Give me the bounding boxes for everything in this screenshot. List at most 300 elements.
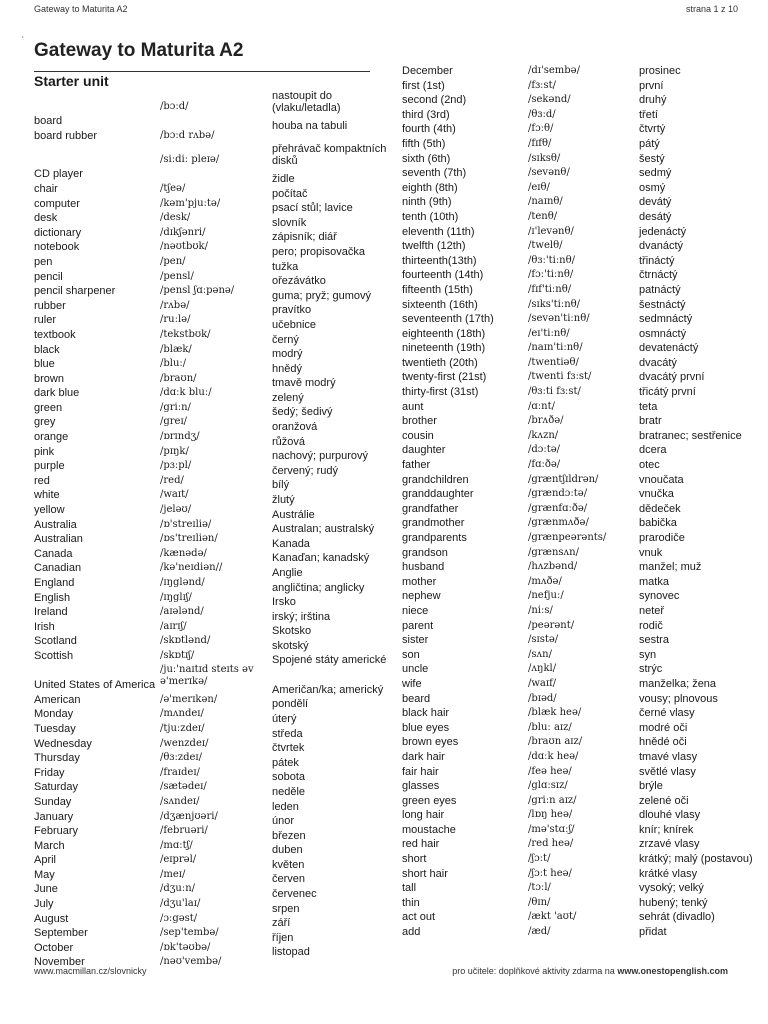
vocab-word: February bbox=[34, 825, 79, 838]
vocab-pronunciation: /kəm'pjuːtə/ bbox=[160, 197, 221, 209]
vocab-word: sixth (6th) bbox=[402, 152, 451, 165]
vocab-word: thirty-first (31st) bbox=[402, 386, 479, 399]
vocab-pronunciation: /fraɪdeɪ/ bbox=[160, 766, 200, 778]
vocab-translation: modrý bbox=[272, 348, 303, 361]
vocab-translation: devatenáctý bbox=[639, 342, 699, 355]
vocab-word: fifteenth (15th) bbox=[402, 283, 473, 296]
vocab-translation: hnědý bbox=[272, 362, 302, 375]
vocab-word: grandfather bbox=[402, 502, 459, 515]
vocab-word: tenth (10th) bbox=[402, 210, 459, 223]
vocab-translation: guma; pryž; gumový bbox=[272, 289, 372, 302]
vocab-word: black hair bbox=[402, 707, 450, 720]
vocab-translation: vnučka bbox=[639, 488, 674, 501]
vocab-translation: vnuk bbox=[639, 546, 663, 559]
vocab-translation: osmý bbox=[639, 181, 666, 194]
vocab-translation: bratranec; sestřenice bbox=[639, 429, 742, 442]
vocab-translation: ořezávátko bbox=[272, 275, 326, 288]
vocab-pronunciation: /skɒtɪʃ/ bbox=[160, 649, 195, 661]
vocab-translation: šestý bbox=[639, 152, 665, 165]
vocab-pronunciation: /bɔːd rʌbə/ bbox=[160, 130, 215, 142]
vocab-pronunciation: /pensl/ bbox=[160, 270, 194, 282]
vocab-translation: syn bbox=[639, 648, 657, 661]
vocab-translation: zelené oči bbox=[639, 794, 689, 807]
vocab-translation: dvacátý první bbox=[639, 371, 705, 384]
vocab-pronunciation: /kʌzn/ bbox=[528, 429, 559, 441]
vocab-pronunciation: /grænfɑːðə/ bbox=[528, 502, 588, 514]
vocab-translation: čtvrtý bbox=[639, 123, 666, 136]
vocab-translation: září bbox=[272, 917, 291, 930]
vocab-translation: oranžová bbox=[272, 421, 318, 434]
vocab-word: sister bbox=[402, 634, 429, 647]
vocab-translation: šedý; šedivý bbox=[272, 406, 333, 419]
vocab-translation: květen bbox=[272, 858, 305, 871]
vocab-word: eighth (8th) bbox=[402, 181, 458, 194]
left-english-column bbox=[34, 100, 156, 970]
vocab-pronunciation: /bɪəd/ bbox=[528, 692, 557, 704]
vocab-pronunciation: /θɜːzdeɪ/ bbox=[160, 752, 203, 764]
vocab-pronunciation: /ɪŋglɪʃ/ bbox=[160, 591, 192, 603]
vocab-pronunciation: /desk/ bbox=[160, 212, 191, 224]
vocab-word: Canadian bbox=[34, 562, 82, 575]
vocab-translation: růžová bbox=[272, 435, 306, 448]
vocab-word: fourth (4th) bbox=[402, 123, 456, 136]
right-english-column bbox=[402, 64, 526, 940]
vocab-translation: druhý bbox=[639, 94, 667, 107]
vocab-word: seventeenth (17th) bbox=[402, 313, 494, 326]
vocab-pronunciation: /ækt 'aʊt/ bbox=[528, 911, 577, 923]
vocab-translation: neděle bbox=[272, 785, 306, 798]
vocab-pronunciation: /kænədə/ bbox=[160, 547, 207, 559]
vocab-pronunciation: /θɜː'tiːnθ/ bbox=[528, 254, 576, 266]
vocab-word: parent bbox=[402, 619, 434, 632]
vocab-word: glasses bbox=[402, 780, 440, 793]
vocab-word: father bbox=[402, 459, 431, 472]
vocab-translation: osmnáctý bbox=[639, 327, 687, 340]
vocab-pronunciation: /ʃɔːt heə/ bbox=[528, 867, 572, 879]
vocab-translation: pondělí bbox=[272, 698, 309, 711]
vocab-pronunciation: /feə heə/ bbox=[528, 765, 572, 777]
vocab-translation: teta bbox=[639, 400, 658, 413]
vocab-pronunciation: /greɪ/ bbox=[160, 416, 188, 428]
vocab-pronunciation: /sekənd/ bbox=[528, 94, 571, 106]
vocab-pronunciation: /grænpeərənts/ bbox=[528, 532, 607, 543]
vocab-pronunciation: /sʌndeɪ/ bbox=[160, 795, 200, 807]
vocab-pronunciation: /hʌzbənd/ bbox=[528, 561, 578, 573]
right-czech-column bbox=[639, 64, 764, 940]
vocab-translation: černé vlasy bbox=[639, 707, 695, 720]
vocab-word: beard bbox=[402, 692, 431, 705]
footer-url[interactable]: www.macmillan.cz/slovnicky bbox=[34, 966, 147, 976]
vocab-word: brown eyes bbox=[402, 736, 459, 749]
vocab-pronunciation: /griːn/ bbox=[160, 401, 191, 413]
vocab-translation: Skotsko bbox=[272, 625, 312, 638]
vocab-pronunciation: /juː'naɪtɪd steɪts əv ə'merɪkə/ bbox=[160, 663, 254, 687]
vocab-translation: hubený; tenký bbox=[639, 896, 708, 909]
vocab-pronunciation: /niːs/ bbox=[528, 604, 553, 616]
vocab-translation: sestra bbox=[639, 634, 669, 647]
vocab-pronunciation: /dɑːk bluː/ bbox=[160, 387, 212, 399]
vocab-word: twenty-first (21st) bbox=[402, 371, 487, 384]
vocab-word: Thursday bbox=[34, 752, 80, 765]
vocab-pronunciation: /sætədeɪ/ bbox=[160, 781, 207, 793]
vocab-pronunciation: /waɪf/ bbox=[528, 677, 557, 689]
vocab-word: textbook bbox=[34, 328, 76, 341]
vocab-translation: hnědé oči bbox=[639, 736, 687, 749]
vocab-translation: krátký; malý (postavou) bbox=[639, 853, 753, 866]
vocab-translation: zápisník; diář bbox=[272, 231, 337, 244]
vocab-translation: brýle bbox=[639, 780, 663, 793]
vocab-pronunciation: /mɑːtʃ/ bbox=[160, 839, 193, 851]
vocab-pronunciation: /wenzdeɪ/ bbox=[160, 737, 209, 749]
vocab-pronunciation: /ɒk'təʊbə/ bbox=[160, 941, 211, 953]
vocab-translation: houba na tabuli bbox=[272, 120, 348, 133]
vocab-translation: červenec bbox=[272, 888, 317, 901]
vocab-pronunciation: /fɜːst/ bbox=[528, 79, 557, 91]
vocab-pronunciation: /dʒuːn/ bbox=[160, 883, 196, 895]
vocab-word: grandson bbox=[402, 546, 448, 559]
vocab-translation: sehrát (divadlo) bbox=[639, 911, 715, 924]
vocab-word: pencil bbox=[34, 270, 63, 283]
vocab-translation: středa bbox=[272, 727, 303, 740]
vocab-word: blue bbox=[34, 358, 55, 371]
vocab-pronunciation: /ɔːgəst/ bbox=[160, 912, 198, 924]
vocab-translation: sobota bbox=[272, 771, 306, 784]
vocab-word: England bbox=[34, 577, 75, 589]
vocab-word: thirteenth(13th) bbox=[402, 254, 477, 267]
vocab-word: brother bbox=[402, 415, 437, 428]
vocab-translation: skotský bbox=[272, 639, 309, 652]
vocab-pronunciation: /ʃɔːt/ bbox=[528, 853, 551, 865]
vocab-translation: Američan/ka; americký bbox=[272, 683, 384, 696]
vocab-translation: přehrávač kompaktních disků bbox=[272, 142, 387, 167]
vocab-word: April bbox=[34, 854, 57, 867]
vocab-pronunciation: /nəʊtbʊk/ bbox=[160, 241, 208, 253]
vocab-translation: bratr bbox=[639, 415, 662, 428]
vocab-word: brown bbox=[34, 372, 64, 385]
section-heading: Starter unit bbox=[34, 71, 370, 89]
vocab-translation: babička bbox=[639, 517, 677, 530]
vocab-translation: červený; rudý bbox=[272, 464, 339, 477]
vocab-pronunciation: /æd/ bbox=[528, 926, 551, 938]
vocab-word: eleventh (11th) bbox=[402, 225, 475, 238]
vocab-translation: zrzavé vlasy bbox=[639, 838, 700, 851]
vocab-word: long hair bbox=[402, 809, 445, 822]
vocab-pronunciation: /braʊn aɪz/ bbox=[528, 736, 583, 748]
vocab-translation: sedmnáctý bbox=[639, 313, 693, 326]
vocab-translation: šestnáctý bbox=[639, 298, 686, 311]
vocab-pronunciation: /dɪ'sembə/ bbox=[528, 65, 580, 76]
vocab-pronunciation: /red heə/ bbox=[528, 838, 574, 850]
vocab-translation: matka bbox=[639, 575, 669, 588]
vocab-pronunciation: /pɜːpl/ bbox=[160, 460, 192, 472]
vocab-translation: bílý bbox=[272, 479, 290, 492]
vocab-word: notebook bbox=[34, 241, 80, 254]
vocab-word: granddaughter bbox=[402, 488, 474, 501]
vocab-word: nineteenth (19th) bbox=[402, 342, 486, 355]
vocab-pronunciation: /ɒrɪndʒ/ bbox=[160, 431, 200, 443]
vocab-pronunciation: /sep'tembə/ bbox=[160, 927, 219, 939]
vocab-translation: třináctý bbox=[639, 254, 675, 267]
vocab-word: American bbox=[34, 693, 81, 706]
vocab-pronunciation: /brʌðə/ bbox=[528, 415, 564, 427]
vocab-word: orange bbox=[34, 431, 69, 444]
vocab-pronunciation: /sɪstə/ bbox=[528, 634, 559, 646]
vocab-translation: krátké vlasy bbox=[639, 867, 698, 880]
vocab-word: desk bbox=[34, 212, 58, 225]
vocab-word: dark hair bbox=[402, 750, 445, 763]
vocab-translation: vnoučata bbox=[639, 473, 684, 486]
vocab-word: white bbox=[34, 489, 60, 502]
vocab-word: pen bbox=[34, 255, 53, 268]
header-left: Gateway to Maturita A2 bbox=[34, 4, 128, 14]
vocab-translation: vousy; plnovous bbox=[639, 692, 718, 705]
vocab-word: blue eyes bbox=[402, 721, 450, 734]
vocab-translation: pravítko bbox=[272, 304, 312, 317]
vocab-word: Irish bbox=[34, 620, 55, 633]
vocab-pronunciation: /nəʊ'vembə/ bbox=[160, 956, 222, 968]
vocab-pronunciation: /naɪnθ/ bbox=[528, 196, 563, 208]
vocab-translation: jedenáctý bbox=[639, 225, 687, 238]
vocab-translation: pátý bbox=[639, 137, 660, 150]
vocab-translation: prosinec bbox=[639, 65, 681, 77]
vocab-translation: sedmý bbox=[639, 167, 672, 180]
vocab-translation: učebnice bbox=[272, 318, 317, 331]
vocab-word: twelfth (12th) bbox=[402, 240, 466, 253]
vocab-word: eighteenth (18th) bbox=[402, 327, 486, 340]
vocab-word: black bbox=[34, 343, 60, 356]
vocab-translation: březen bbox=[272, 829, 306, 842]
vocab-word: July bbox=[34, 898, 54, 911]
vocab-word: daughter bbox=[402, 444, 446, 457]
vocab-pronunciation: /nefjuː/ bbox=[528, 590, 564, 602]
vocab-pronunciation: /θɪn/ bbox=[528, 896, 551, 908]
vocab-word: Monday bbox=[34, 708, 74, 721]
vocab-word: board bbox=[34, 115, 63, 127]
stray-mark: ‘ bbox=[22, 35, 24, 44]
vocab-translation: černý bbox=[272, 333, 299, 346]
vocab-pronunciation: /februəri/ bbox=[160, 825, 208, 837]
vocab-translation: pátek bbox=[272, 756, 299, 769]
vocab-translation: žlutý bbox=[272, 494, 295, 507]
vocab-word: rubber bbox=[34, 299, 66, 312]
vocab-word: ninth (9th) bbox=[402, 196, 452, 209]
vocab-translation: dlouhé vlasy bbox=[639, 809, 701, 822]
vocab-pronunciation: /griːn aɪz/ bbox=[528, 794, 577, 806]
vocab-translation: modré oči bbox=[639, 721, 688, 734]
vocab-word: moustache bbox=[402, 823, 456, 836]
vocab-pronunciation: /meɪ/ bbox=[160, 868, 186, 880]
vocab-pronunciation: /ɪŋglənd/ bbox=[160, 577, 205, 588]
vocab-translation: Austrálie bbox=[272, 508, 315, 521]
vocab-word: September bbox=[34, 927, 88, 940]
vocab-word: ruler bbox=[34, 314, 57, 327]
vocab-pronunciation: /grænsʌn/ bbox=[528, 546, 579, 558]
vocab-pronunciation: /mʌðə/ bbox=[528, 575, 562, 587]
vocab-translation: čtrnáctý bbox=[639, 269, 678, 282]
vocab-pronunciation: /naɪn'tiːnθ/ bbox=[528, 342, 583, 354]
vocab-word: son bbox=[402, 648, 420, 661]
vocab-word: mother bbox=[402, 575, 437, 588]
vocab-pronunciation: /mə'stɑːʃ/ bbox=[528, 823, 575, 835]
vocab-translation: počítač bbox=[272, 187, 308, 200]
vocab-translation: Spojené státy americké bbox=[272, 653, 387, 666]
vocab-translation: zelený bbox=[272, 391, 304, 404]
vocab-word: red hair bbox=[402, 838, 440, 851]
vocab-pronunciation: /grænmʌðə/ bbox=[528, 517, 589, 529]
vocab-translation: slovník bbox=[272, 216, 307, 229]
vocab-pronunciation: /dʒænjʊəri/ bbox=[160, 810, 218, 822]
vocab-pronunciation: /red/ bbox=[160, 474, 184, 486]
vocab-translation: pero; propisovačka bbox=[272, 245, 365, 258]
vocab-pronunciation: /θɜːd/ bbox=[528, 108, 556, 120]
vocab-word: uncle bbox=[402, 663, 429, 676]
vocab-word: March bbox=[34, 839, 65, 852]
vocab-translation: Anglie bbox=[272, 567, 303, 579]
vocab-word: tall bbox=[402, 882, 417, 895]
vocab-pronunciation: /fɪfθ/ bbox=[528, 137, 552, 149]
vocab-pronunciation: /pɪŋk/ bbox=[160, 445, 189, 457]
vocab-pronunciation: /aɪələnd/ bbox=[160, 606, 204, 618]
vocab-translation: tmavé vlasy bbox=[639, 750, 698, 763]
vocab-word: grandparents bbox=[402, 532, 467, 544]
vocab-word: thin bbox=[402, 896, 420, 909]
page-title: Gateway to Maturita A2 bbox=[34, 40, 244, 61]
vocab-translation: dvacátý bbox=[639, 356, 677, 369]
vocab-word: June bbox=[34, 883, 58, 896]
vocab-pronunciation: /rʌbə/ bbox=[160, 299, 190, 311]
left-czech-column bbox=[272, 90, 398, 960]
vocab-translation: neteř bbox=[639, 604, 665, 617]
vocab-word: husband bbox=[402, 561, 445, 574]
vocab-word: first (1st) bbox=[402, 79, 445, 92]
vocab-word: board rubber bbox=[34, 130, 97, 143]
vocab-word: Scottish bbox=[34, 649, 74, 662]
vocab-word: seventh (7th) bbox=[402, 167, 467, 180]
vocab-word: October bbox=[34, 941, 74, 954]
vocab-pronunciation: /blæk/ bbox=[160, 343, 192, 355]
vocab-word: computer bbox=[34, 197, 80, 210]
vocab-pronunciation: /fɪf'tiːnθ/ bbox=[528, 283, 572, 295]
vocab-pronunciation: /waɪt/ bbox=[160, 489, 189, 501]
vocab-translation: synovec bbox=[639, 590, 680, 603]
vocab-translation: strýc bbox=[639, 663, 663, 676]
vocab-word: chair bbox=[34, 182, 58, 195]
vocab-pronunciation: /grændɔːtə/ bbox=[528, 488, 588, 500]
vocab-translation: úterý bbox=[272, 712, 297, 725]
vocab-translation: Kanaďan; kanadský bbox=[272, 552, 370, 565]
vocab-translation: třicátý první bbox=[639, 386, 696, 399]
vocab-word: Ireland bbox=[34, 606, 68, 619]
vocab-word: Saturday bbox=[34, 781, 79, 794]
vocab-word: third (3rd) bbox=[402, 108, 450, 121]
vocab-pronunciation: /tɔːl/ bbox=[528, 882, 551, 894]
vocab-word: dark blue bbox=[34, 387, 80, 400]
vocab-pronunciation: /ɑːnt/ bbox=[528, 400, 555, 412]
vocab-pronunciation: /twenti fɜːst/ bbox=[528, 371, 592, 383]
vocab-word: twentieth (20th) bbox=[402, 356, 478, 369]
vocab-word: wife bbox=[402, 677, 422, 690]
page-number: strana 1 z 10 bbox=[685, 4, 738, 14]
vocab-translation: říjen bbox=[272, 931, 294, 944]
vocab-pronunciation: /fɔː'tiːnθ/ bbox=[528, 269, 574, 281]
vocab-pronunciation: /pensl ʃɑːpənə/ bbox=[160, 285, 235, 297]
vocab-word: nephew bbox=[402, 590, 441, 603]
vocab-pronunciation: /sɪksθ/ bbox=[528, 152, 561, 164]
vocab-translation: červen bbox=[272, 873, 306, 886]
vocab-translation: dcera bbox=[639, 444, 667, 457]
vocab-word: CD player bbox=[34, 167, 83, 180]
vocab-pronunciation: /eɪprəl/ bbox=[160, 854, 197, 866]
vocab-pronunciation: /θɜːti fɜːst/ bbox=[528, 386, 581, 398]
vocab-translation: Australan; australský bbox=[272, 523, 375, 536]
vocab-pronunciation: /græntʃɪldrən/ bbox=[528, 473, 599, 485]
vocab-pronunciation: /pen/ bbox=[160, 255, 186, 267]
vocab-pronunciation: /bluː aɪz/ bbox=[528, 721, 572, 733]
vocab-word: cousin bbox=[402, 429, 434, 442]
vocab-translation: otec bbox=[639, 459, 660, 472]
vocab-pronunciation: /tjuːzdeɪ/ bbox=[160, 722, 205, 734]
vocab-word: Australia bbox=[34, 518, 77, 531]
vocab-translation: únor bbox=[272, 815, 295, 828]
vocab-word: Canada bbox=[34, 547, 73, 560]
vocab-translation: první bbox=[639, 79, 664, 92]
right-ipa-column bbox=[528, 64, 638, 940]
vocab-word: red bbox=[34, 474, 50, 487]
vocab-translation: desátý bbox=[639, 210, 672, 223]
vocab-word: Scotland bbox=[34, 635, 77, 648]
vocab-pronunciation: /sɪks'tiːnθ/ bbox=[528, 298, 581, 310]
vocab-pronunciation: /aɪrɪʃ/ bbox=[160, 620, 187, 632]
vocab-pronunciation: /ɒs'treɪliən/ bbox=[160, 533, 218, 545]
vocab-pronunciation: /dɑːk heə/ bbox=[528, 750, 579, 762]
vocab-word: United States of America bbox=[34, 678, 156, 691]
vocab-translation: prarodiče bbox=[639, 532, 685, 544]
vocab-translation: třetí bbox=[639, 108, 658, 121]
vocab-translation: listopad bbox=[272, 946, 310, 959]
vocab-pronunciation: /tekstbʊk/ bbox=[160, 328, 211, 340]
footer-link[interactable]: www.onestopenglish.com bbox=[617, 966, 728, 976]
vocab-pronunciation: /twentiəθ/ bbox=[528, 356, 579, 368]
vocab-pronunciation: /fɑːðə/ bbox=[528, 459, 561, 471]
vocab-pronunciation: /sevən'tiːnθ/ bbox=[528, 313, 590, 325]
vocab-pronunciation: /twelθ/ bbox=[528, 240, 563, 252]
vocab-translation: manžel; muž bbox=[639, 561, 702, 574]
vocab-translation: dědeček bbox=[639, 502, 681, 515]
vocab-word: January bbox=[34, 810, 74, 823]
vocab-word: December bbox=[402, 65, 453, 77]
vocab-translation: manželka; žena bbox=[639, 677, 717, 690]
vocab-translation: židle bbox=[272, 172, 295, 185]
footer-note-text: pro učitele: doplňkové aktivity zdarma na bbox=[452, 966, 618, 976]
vocab-translation: tmavě modrý bbox=[272, 377, 336, 390]
vocab-word: Wednesday bbox=[34, 737, 92, 750]
vocab-translation: Irsko bbox=[272, 596, 296, 609]
vocab-word: English bbox=[34, 591, 71, 604]
vocab-word: fourteenth (14th) bbox=[402, 269, 484, 282]
vocab-translation: patnáctý bbox=[639, 283, 681, 296]
vocab-pronunciation: /eɪ'tiːnθ/ bbox=[528, 327, 570, 339]
vocab-pronunciation: /dɔːtə/ bbox=[528, 444, 561, 456]
vocab-translation: Kanada bbox=[272, 537, 310, 550]
vocab-translation: světlé vlasy bbox=[639, 765, 696, 778]
vocab-pronunciation: /jeləʊ/ bbox=[160, 504, 192, 516]
vocab-word: Friday bbox=[34, 766, 65, 779]
vocab-word: pencil sharpener bbox=[34, 285, 116, 298]
vocab-translation: leden bbox=[272, 800, 299, 813]
vocab-pronunciation: /skɒtlənd/ bbox=[160, 635, 211, 647]
vocab-translation: irský; irština bbox=[272, 610, 331, 623]
vocab-pronunciation: /kə'neɪdiən// bbox=[160, 562, 223, 574]
